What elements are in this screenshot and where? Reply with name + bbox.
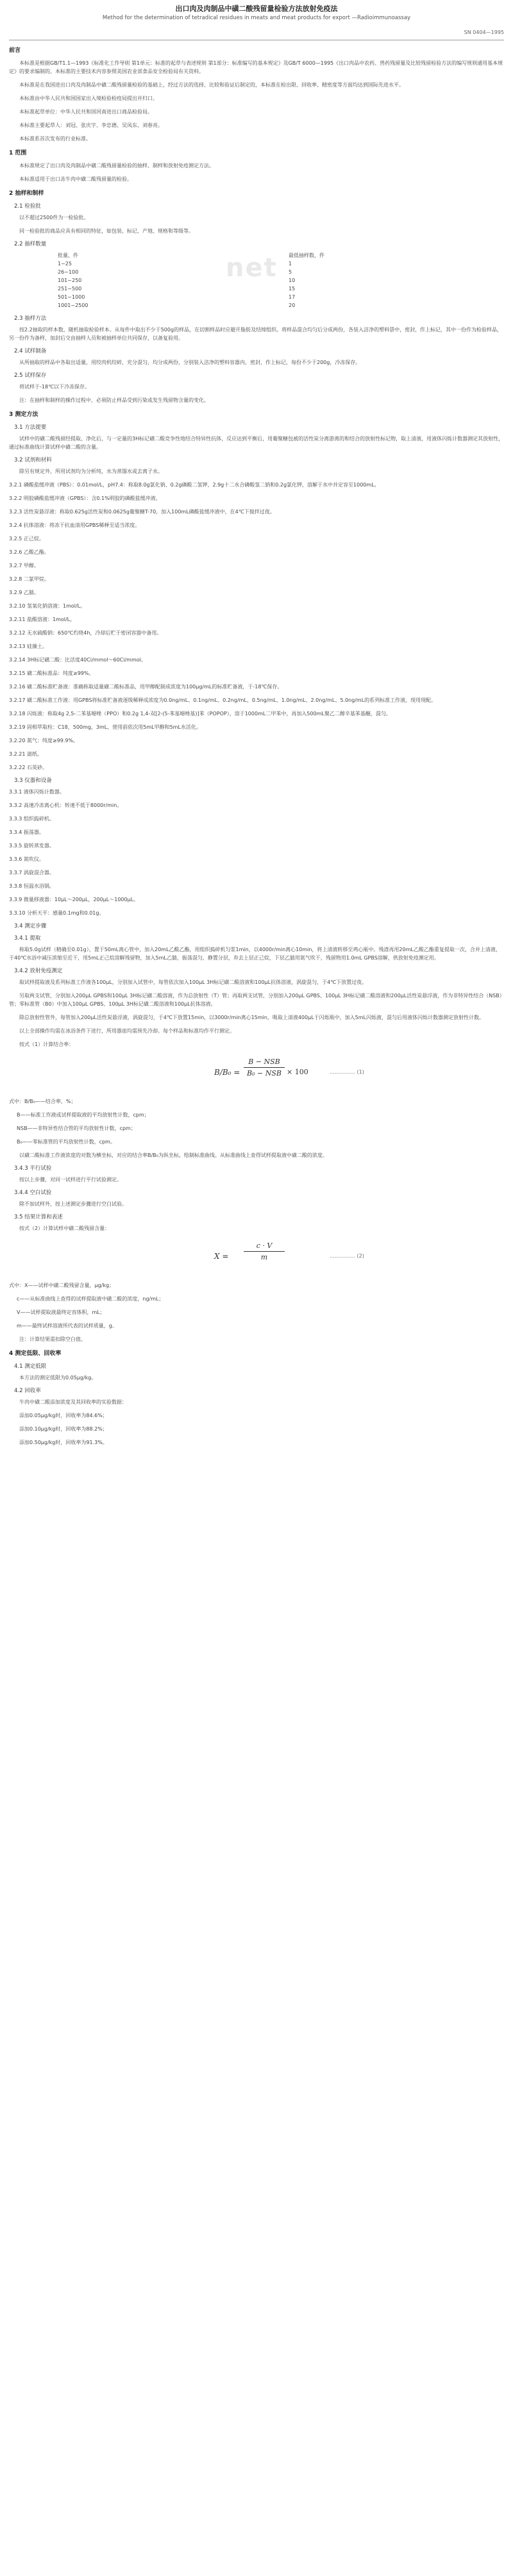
formula-lhs: X = xyxy=(214,1252,229,1261)
reagent-item: 3.2.21 滤纸。 xyxy=(9,751,42,757)
recovery-item: 添加0.10μg/kg时，回收率为88.2%； xyxy=(19,1426,108,1432)
note-paragraph: 注：计算结果需扣除空白值。 xyxy=(19,1336,86,1342)
instrument-item: 3.3.4 振荡器。 xyxy=(9,829,44,835)
formula-where-item: V——试样提取液最终定容体积，mL； xyxy=(17,1309,105,1315)
reagent-item: 3.2.5 正己烷。 xyxy=(9,536,44,542)
table-cell: 501~1000 xyxy=(58,294,85,300)
reagent-item: 3.2.1 磷酸盐缓冲液（PBS）：0.01mol/L，pH7.4：称取8.0g氯化钠、0.2g磷酸二氢钾、2.9g十二水合磷酸氢二钠和0.2g氯化钾，溶解于水中并定容至1000mL。 xyxy=(9,482,380,488)
formula-where-item: m——最终试样溶液所代表的试样质量，g。 xyxy=(17,1323,117,1329)
formula-where-intro: 式中：B/B₀——结合率，%； xyxy=(9,1099,76,1104)
formula-denominator: B₀ − NSB xyxy=(247,1069,282,1077)
instrument-item: 3.3.2 高速冷冻离心机：转速不低于8000r/min。 xyxy=(9,802,122,808)
formula-content xyxy=(9,1239,504,1275)
table-row xyxy=(54,276,366,285)
paragraph: 试样中的磺二酸残留经提取、净化后，与一定量的3H标记磺二酸竞争性地结合特异性抗体，反应达到平衡后，用葡聚糖包被的活性炭分离游离的和结合的放射性标记物，取上清液，用液体闪烁计数器测定其放射性，通过标准曲线计算试样中磺二酸的含量。 xyxy=(9,436,504,450)
table-cell: 10 xyxy=(289,278,296,283)
subsection-heading: 2.3 抽样方法 xyxy=(14,315,47,322)
table-cell: 26~100 xyxy=(58,269,79,275)
table-header-row xyxy=(54,251,366,260)
preface-paragraph: 本标准主要起草人：刘冠、张庆宇、李忠德、吴凤东、刘春亮。 xyxy=(19,122,163,128)
subsection-heading: 3.1 方法提要 xyxy=(14,424,47,431)
instrument-item: 3.3.5 旋转蒸发器。 xyxy=(9,843,55,849)
table-cell: 1 xyxy=(289,261,292,267)
table-cell: 101~250 xyxy=(58,278,82,283)
subsection-heading: 3.4.3 平行试验 xyxy=(14,1165,52,1172)
paragraph: 以不超过2500件为一检验批。 xyxy=(19,215,89,220)
recovery-item: 添加0.05μg/kg时，回收率为84.6%； xyxy=(19,1413,108,1418)
preface-heading: 前言 xyxy=(9,47,21,54)
subsection-heading: 2.1 检验批 xyxy=(14,203,41,210)
instrument-item: 3.3.7 涡旋混合器。 xyxy=(9,870,55,876)
paragraph: 将试样于-18℃以下冷冻保存。 xyxy=(19,384,90,390)
paragraph: 从所抽取的样品中各取出适量，用绞肉机绞碎，充分混匀，均分成两份，分别装入洁净的塑料容器内，密封，作上标记，每份不少于200g，冷冻保存。 xyxy=(19,360,361,365)
reagent-item: 3.2.4 抗体溶液：将冻干抗血清用GPBS稀释至适当浓度。 xyxy=(9,522,140,528)
sampling-table xyxy=(54,251,366,310)
instrument-item: 3.3.9 微量移液器：10μL～200μL，200μL～1000μL。 xyxy=(9,897,139,902)
table-row xyxy=(54,293,366,301)
formula-fraction xyxy=(244,1242,285,1261)
table-row xyxy=(54,260,366,268)
subsection-heading: 2.4 试样制备 xyxy=(14,348,47,354)
reagent-item: 3.2.18 闪烁液：称取4g 2,5-二苯基噁唑（PPO）和0.2g 1,4-双[2-(5-苯基噁唑基)]苯（POPOP），溶于1000mL二甲苯中，再加入500mL聚乙二醇辛基苯基醚，混匀。 xyxy=(9,711,391,717)
reagent-item: 3.2.22 石英砂。 xyxy=(9,765,47,770)
paragraph: 同一检验批的商品应具有相同的特征，如包装、标记、产地、规格和等级等。 xyxy=(19,228,194,234)
reagent-item: 3.2.8 二氯甲烷。 xyxy=(9,576,49,582)
table-cell: 1~25 xyxy=(58,261,72,267)
subsection-heading: 3.4.1 提取 xyxy=(14,935,41,942)
formula-numerator: c · V xyxy=(244,1242,285,1252)
formula-where-item: NSB——非特异性结合管的平均放射性计数，cpm； xyxy=(17,1126,136,1131)
reagent-item: 3.2.16 磺二酸标准贮备液：准确称取适量磺二酸标准品，用甲醇配制成浓度为100μg/mL的标准贮备液，于-18℃保存。 xyxy=(9,684,283,690)
paragraph: 除不加试样外，按上述测定步骤进行空白试验。 xyxy=(19,1201,127,1207)
table-cell: 5 xyxy=(289,269,292,275)
paragraph: 本方法的测定低限为0.05μg/kg。 xyxy=(19,1375,97,1381)
section-heading-scope: 1 范围 xyxy=(9,150,27,156)
subsection-heading: 4.1 测定低限 xyxy=(14,1363,47,1370)
reagent-item: 3.2.6 乙酸乙酯。 xyxy=(9,549,49,555)
note-paragraph: 注：在抽样和制样的操作过程中，必须防止样品受到污染或发生残留物含量的变化。 xyxy=(19,397,209,403)
preface-paragraph: 本标准系首次发布的行业标准。 xyxy=(19,136,91,142)
table-cell: 17 xyxy=(289,294,296,300)
paragraph: 称取5.0g试样（精确至0.01g），置于50mL离心管中，加入20mL乙酸乙酯，用组织捣碎机匀浆1min，以4000r/min离心10min，将上清液转移至鸡心瓶中。残渣再用20mL乙酸乙酯重复提取一次，合并上清液，于40℃水浴中减压浓缩至近干，用5mL正己烷溶解残留物，加入5mL乙腈，振荡混匀，静置分层，弃去上层正己烷，下层乙腈用氮气吹干，残留物用1.0mL GPBS溶解，供放射免疫测定用。 xyxy=(9,947,501,961)
reagent-item: 3.2.3 活性炭悬浮液：称取0.625g活性炭和0.0625g葡聚糖T-70，加入100mL磷酸盐缓冲液中，在4℃下搅拌过夜。 xyxy=(9,509,275,515)
subsection-heading: 3.5 结果计算和表述 xyxy=(14,1214,63,1220)
paragraph: 除另有规定外，所用试剂均为分析纯，水为蒸馏水或去离子水。 xyxy=(19,469,163,474)
table-cell: 15 xyxy=(289,286,296,292)
watermark: net xyxy=(226,253,278,283)
formula-where-item: B₀——零标准管的平均放射性计数，cpm。 xyxy=(17,1139,115,1145)
table-header-cell: 最低抽样数，件 xyxy=(289,253,324,258)
reagent-item: 3.2.11 盐酸溶液：1mol/L。 xyxy=(9,617,76,622)
table-cell: 20 xyxy=(289,303,296,308)
formula-denominator: m xyxy=(260,1253,268,1261)
preface-paragraph: 本标准是根据GB/T1.1—1993《标准化工作导则 第1单元：标准的起草与表述规则 第1部分：标准编写的基本规定》及GB/T 6000—1995《出口肉品中农药、兽药残留量及比较残留检验方法的编写规则通用基本规定》的要求编制的。本标准的主要技术内容参照美国农业部食品安全检验局有关资料。 xyxy=(9,60,503,74)
subsection-heading: 2.5 试样保存 xyxy=(14,372,47,379)
standard-code: SN 0404—1995 xyxy=(464,29,504,35)
scope-paragraph: 本标准适用于出口冻牛肉中磺二酸残留量的检验。 xyxy=(19,176,132,182)
subsection-heading: 3.4 测定步骤 xyxy=(14,923,47,929)
formula-number: …………… (1) xyxy=(330,1069,364,1075)
subsection-heading: 4.2 回收率 xyxy=(14,1388,41,1394)
reagent-item: 3.2.7 甲醇。 xyxy=(9,563,39,569)
document-title: 出口肉及肉制品中磺二酸残留量检验方法放射免疫法 xyxy=(175,4,338,13)
formula-binding-rate xyxy=(9,1055,504,1091)
subsection-heading: 2.2 抽样数量 xyxy=(14,241,47,247)
formula-numerator: B − NSB xyxy=(244,1058,285,1068)
formula-fraction xyxy=(244,1058,285,1077)
reagent-item: 3.2.12 无水硫酸钠：650℃灼烧4h，冷却后贮于密闭容器中备用。 xyxy=(9,630,162,636)
paragraph: 除总放射性管外，每管加入200μL活性炭悬浮液，涡旋混匀，于4℃下放置15min，以3000r/min离心15min，吸取上清液400μL于闪烁瓶中，加入5mL闪烁液，混匀后用液体闪烁计数器测定放射性计数。 xyxy=(19,1015,485,1020)
paragraph: 取试样提取液及系列标准工作液各100μL，分别加入试管中，每管依次加入100μL 3H标记磺二酸溶液和100μL抗体溶液，涡旋混匀，于4℃下放置过夜。 xyxy=(19,979,367,985)
subsection-heading: 3.4.2 放射免疫测定 xyxy=(14,968,63,974)
formula-number: …………… (2) xyxy=(330,1253,364,1259)
table-cell: 251~500 xyxy=(58,286,82,292)
paragraph: 按式（2）计算试样中磺二酸残留含量： xyxy=(19,1226,110,1231)
paragraph: 按2.2抽取的样本数，随机抽取检验样本。从每件中取出不少于500g的样品，在切割样品时应避开脂肪及结缔组织。将样品混合均匀后分成两份，各装入洁净的塑料袋中，密封，作上标记，其中一份作为检验样品，另一份作为备样，加封后交由抽样人员和被抽样单位共同保存，以备复验用。 xyxy=(9,327,503,341)
table-header-cell: 批量，件 xyxy=(58,253,78,258)
reagent-item: 3.2.9 乙腈。 xyxy=(9,590,39,595)
instrument-item: 3.3.8 恒温水浴锅。 xyxy=(9,883,55,889)
reagent-item: 3.2.19 固相萃取柱：C18，500mg，3mL，使用前依次用5mL甲醇和5mL水活化。 xyxy=(9,724,201,730)
reagent-item: 3.2.15 磺二酸标准品：纯度≥99%。 xyxy=(9,670,94,676)
preface-paragraph: 本标准起草单位：中华人民共和国河南进出口商品检验局。 xyxy=(19,109,153,115)
reagent-item: 3.2.17 磺二酸标准工作液：用GPBS将标准贮备液逐级稀释成浓度为0.0ng/mL、0.1ng/mL、0.2ng/mL、0.5ng/mL、1.0ng/mL、2.0ng/mL、5.0ng/mL的系列标准工作液，现用现配。 xyxy=(9,697,437,703)
paragraph: 按式（1）计算结合率： xyxy=(19,1042,74,1047)
paragraph: 以上全部操作均需在冰浴条件下进行，所用器皿均需预先冷却。每个样品和标准均作平行测定。 xyxy=(19,1028,235,1034)
table-row xyxy=(54,301,366,310)
formula-where-intro: 式中：X——试样中磺二酸残留含量，μg/kg； xyxy=(9,1283,115,1288)
table-cell: 1001~2500 xyxy=(58,303,88,308)
instrument-item: 3.3.1 液体闪烁计数器。 xyxy=(9,789,65,795)
paragraph: 按以上步骤，对同一试样进行平行试验测定。 xyxy=(19,1177,122,1183)
instrument-item: 3.3.6 氮吹仪。 xyxy=(9,856,44,862)
scope-paragraph: 本标准规定了出口肉及肉制品中磺二酸残留量检验的抽样、制样和放射免疫测定方法。 xyxy=(19,163,214,169)
section-heading-method: 3 测定方法 xyxy=(9,411,38,418)
paragraph: 牛肉中磺二酸添加浓度及其回收率的实验数据： xyxy=(19,1399,127,1405)
table-row xyxy=(54,268,366,276)
reagent-item: 3.2.13 硅藻土。 xyxy=(9,644,47,649)
preface-paragraph: 本标准是在我国进出口肉及肉制品中磺二酸残留量检验的基础上，经过方法的选择、比较和验证后制定的，本标准在检出限、回收率、精密度等方面均达到国际先进水平。 xyxy=(19,82,404,88)
formula-lhs: B/B₀ = xyxy=(214,1068,240,1077)
subsection-heading: 3.4.4 空白试验 xyxy=(14,1190,52,1196)
recovery-item: 添加0.50μg/kg时，回收率为91.3%。 xyxy=(19,1440,108,1445)
section-heading-limits: 4 测定低限、回收率 xyxy=(9,1350,62,1357)
formula-where-item: c——从标准曲线上查得的试样提取液中磺二酸的浓度，ng/mL； xyxy=(17,1296,164,1302)
instrument-item: 3.3.3 组织捣碎机。 xyxy=(9,816,55,822)
table-row xyxy=(54,285,366,293)
subsection-heading: 3.2 试剂和材料 xyxy=(14,457,52,463)
subsection-heading: 3.3 仪器和设备 xyxy=(14,777,52,784)
reagent-item: 3.2.10 氢氧化钠溶液：1mol/L。 xyxy=(9,603,86,609)
paragraph: 以磺二酸标准工作液浓度的对数为横坐标，对应的结合率B/B₀为纵坐标，绘制标准曲线。从标准曲线上查得试样提取液中磺二酸的浓度。 xyxy=(19,1152,328,1158)
instrument-item: 3.3.10 分析天平：感量0.1mg和0.01g。 xyxy=(9,910,105,916)
reagent-item: 3.2.2 明胶磷酸盐缓冲液（GPBS）：含0.1%明胶的磷酸盐缓冲液。 xyxy=(9,495,161,501)
paragraph: 另取两支试管，分别加入200μL GPBS和100μL 3H标记磺二酸溶液，作为总放射性（T）管；再取两支试管，分别加入200μL GPBS、100μL 3H标记磺二酸溶液和200μL活性炭悬浮液，作为非特异性结合（NSB）管；零标准管（B0）中加入100μL GPBS、100μL 3H标记磺二酸溶液和100μL抗体溶液。 xyxy=(9,993,502,1007)
formula-tail: × 100 xyxy=(287,1068,308,1076)
reagent-item: 3.2.20 氮气：纯度≥99.9%。 xyxy=(9,738,79,744)
preface-paragraph: 本标准由中华人民共和国国家出入境检验检疫局提出并归口。 xyxy=(19,96,158,101)
document-subtitle: Method for the determination of tetradical residues in meats and meat products for export —Radioimmunoassay xyxy=(102,15,411,21)
section-heading-sampling: 2 抽样和制样 xyxy=(9,190,44,197)
formula-where-item: B——标准工作液或试样提取液的平均放射性计数，cpm； xyxy=(17,1112,149,1118)
reagent-item: 3.2.14 3H标记磺二酸：比活度40Ci/mmol～60Ci/mmol。 xyxy=(9,657,146,663)
